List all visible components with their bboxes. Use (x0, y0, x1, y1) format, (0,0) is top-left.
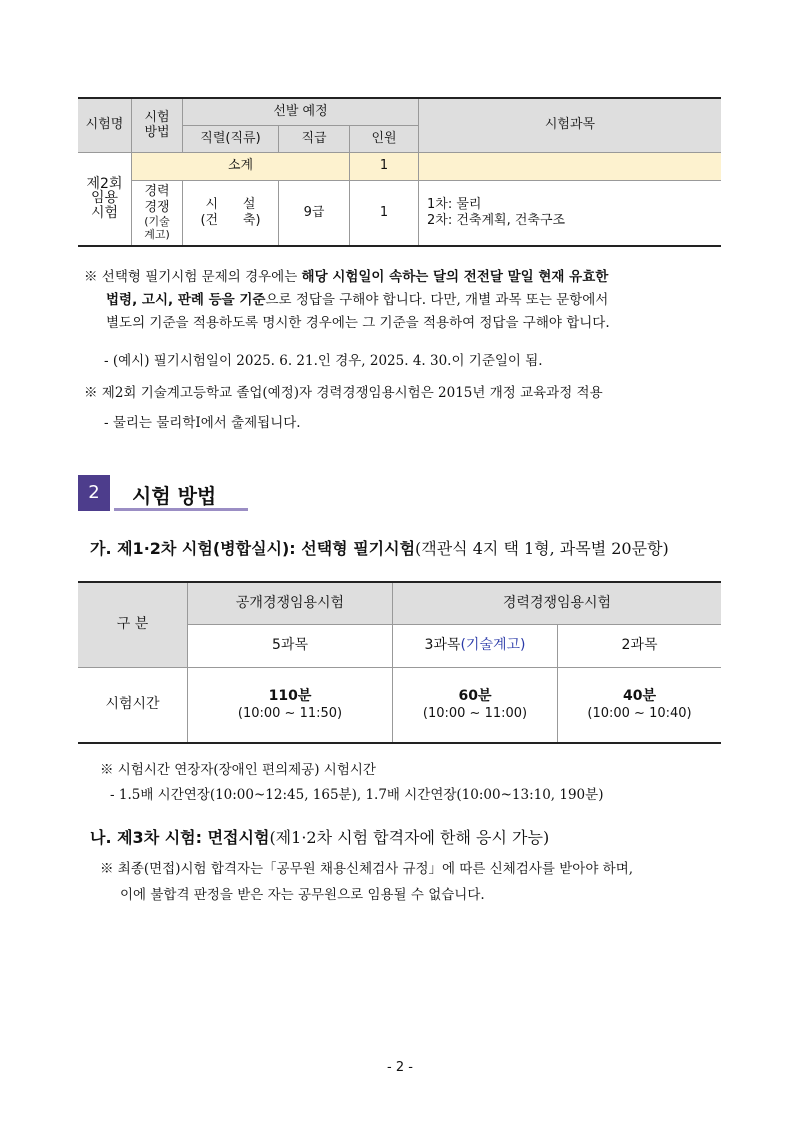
header-grade: 직급 (279, 125, 350, 152)
t2-c1-b: (10:00 ~ 11:50) (237, 706, 343, 722)
method-line4: 계고) (144, 228, 170, 242)
t2-cell-3 (558, 667, 722, 743)
row-exam-method (132, 180, 183, 246)
row-headcount: 1 (350, 180, 419, 246)
t2-col-label: 구 분 (78, 582, 188, 667)
t2-career-sub1-a: 3과목 (424, 637, 461, 654)
note-1-rest2: 별도의 기준을 적용하도록 명시한 경우에는 그 기준을 적용하여 정답을 구해야 합니다. (106, 315, 610, 332)
notes3-1: ※ 최종(면접)시험 합격자는「공무원 채용신체검사 규정」에 따른 신체검사를 받아야 하며, (100, 861, 634, 877)
heading-a-rest: (객관식 4지 택 1형, 과목별 20문항) (415, 539, 669, 558)
heading-b-bold: 나. 제3차 시험: 면접시험 (90, 828, 270, 847)
heading-a-bold: 가. 제1·2차 시험(병합실시): 선택형 필기시험 (90, 539, 416, 558)
section-number: 2 (78, 475, 110, 511)
t2-open-header: 공개경쟁임용시험 (188, 582, 393, 624)
row-subjects (419, 180, 722, 246)
note-1-bold2: 법령, 고시, 판례 등을 기준 (106, 292, 266, 309)
notes2-2: - 1.5배 시간연장(10:00~12:45, 165분), 1.7배 시간연장(10:00~13:10, 190분) (110, 787, 604, 803)
note-1-bold1: 해당 시험일이 속하는 달의 전전달 말일 현재 유효한 (301, 269, 609, 285)
note-1-rest1: 으로 정답을 구해야 합니다. 다만, 개별 과목 또는 문항에서 (265, 292, 609, 309)
t2-cell-1 (188, 667, 393, 743)
heading-b-rest: (제1·2차 시험 합격자에 한해 응시 가능) (269, 828, 550, 847)
t2-c3-a: 40분 (622, 687, 656, 704)
job-line1: 시 설 (205, 197, 256, 213)
subtotal-subjects (419, 152, 722, 180)
method-line2: 경쟁 (144, 199, 170, 215)
method-line1: 경력 (144, 183, 170, 199)
t2-c2-b: (10:00 ~ 11:00) (422, 706, 528, 722)
row-job-series (183, 180, 279, 246)
header-exam-method: 시험 방법 (132, 98, 183, 152)
notes3-2: 이에 불합격 판정을 받은 자는 공무원으로 임용될 수 없습니다. (120, 887, 485, 903)
note-1-prefix: ※ 선택형 필기시험 문제의 경우에는 (84, 269, 302, 285)
t2-career-sub2: 2과목 (558, 624, 722, 667)
t2-row-label: 시험시간 (78, 667, 188, 743)
note-2: - (예시) 필기시험일이 2025. 6. 21.인 경우, 2025. 4. 30.이 기준일이 됨. (104, 353, 543, 369)
method-line3: (기술 (144, 215, 170, 229)
heading-b (90, 825, 549, 848)
subject-line1: 1차: 물리 (427, 197, 482, 213)
header-subjects: 시험과목 (419, 98, 722, 152)
heading-a (90, 536, 669, 559)
t2-c1-a: 110분 (268, 687, 312, 704)
section-title: 시험 방법 (132, 484, 217, 508)
t2-c3-b: (10:00 ~ 10:40) (587, 706, 692, 722)
exam-time-table (78, 581, 721, 744)
subject-line2: 2차: 건축계획, 건축구조 (427, 212, 566, 228)
section-heading (78, 475, 248, 511)
row-grade: 9급 (279, 180, 350, 246)
t2-cell-2 (393, 667, 558, 743)
header-headcount: 인원 (350, 125, 419, 152)
note-4: - 물리는 물리학Ⅰ에서 출제됩니다. (104, 415, 301, 431)
subtotal-label: 소계 (132, 152, 350, 180)
header-exam-name: 시험명 (78, 98, 132, 152)
notes2-1: ※ 시험시간 연장자(장애인 편의제공) 시험시간 (100, 762, 376, 778)
t2-career-sub1-b: (기술계고) (460, 637, 526, 654)
note-1 (84, 268, 734, 333)
note-3: ※ 제2회 기술계고등학교 졸업(예정)자 경력경쟁임용시험은 2015년 개정 교육과정 적용 (84, 385, 603, 401)
header-job-series: 직렬(직류) (183, 125, 279, 152)
page-number: - 2 - (387, 1060, 413, 1075)
job-line2: (건 축) (200, 212, 261, 228)
t2-c2-a: 60분 (458, 687, 492, 704)
t2-open-sub: 5과목 (188, 624, 393, 667)
subtotal-value: 1 (350, 152, 419, 180)
header-selection-plan: 선발 예정 (183, 98, 419, 125)
t2-career-sub1 (393, 624, 558, 667)
selection-table (78, 97, 721, 247)
t2-career-header: 경력경쟁임용시험 (393, 582, 722, 624)
row-exam-name: 제2회 임용 시험 (78, 152, 132, 246)
